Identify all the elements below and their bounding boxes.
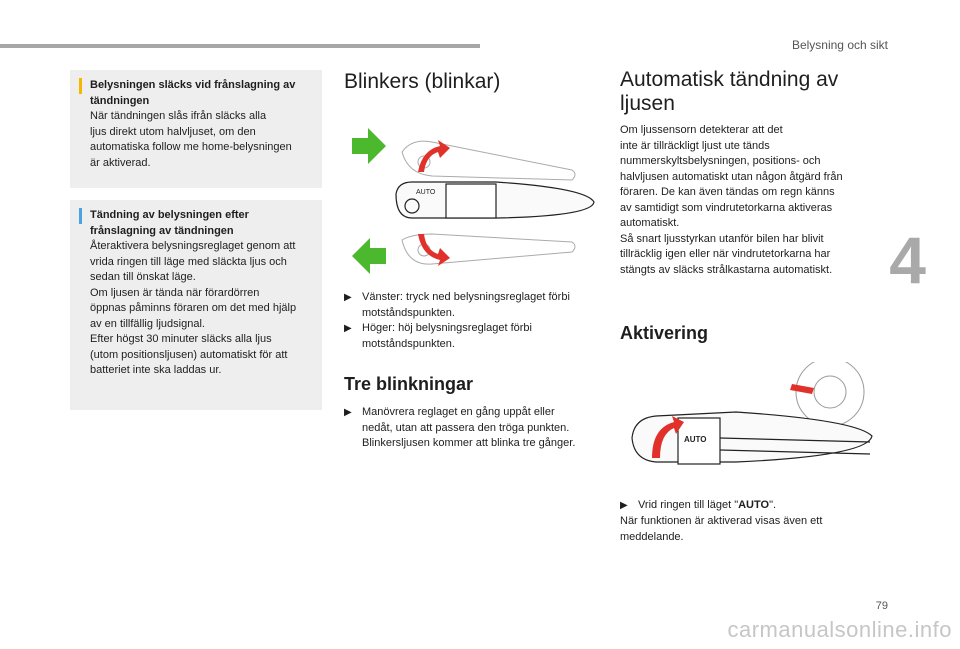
- info-box-relighting: [70, 200, 322, 410]
- bullet-tre-blinkningar: ▶ Manövrera reglaget en gång uppåt eller nedåt, utan att passera den tröga punkten. Blinkersljusen kommer att blinka tre gånger.: [344, 406, 576, 449]
- page-number: 79: [875, 600, 888, 612]
- stalk-auto-label: AUTO: [416, 189, 436, 196]
- pointer-red-icon: [790, 384, 814, 394]
- chapter-number: 4: [889, 223, 926, 297]
- stalk-auto: [632, 412, 872, 464]
- bullet-aktivering: ▶ Vrid ringen till läget "AUTO".: [620, 498, 880, 514]
- bullet-right: ▶ Höger: höj belysningsreglaget förbi motståndspunkten.: [344, 322, 532, 350]
- auto-stalk-illustration: [620, 362, 880, 492]
- bullet-arrow-icon: ▶: [344, 292, 352, 303]
- info-box-body: Återaktivera belysningsreglaget genom att vrida ringen till läge med släckta ljus och sedan till önskat läge. Om ljusen är tända när förardörren öppnas påminns föraren om det med hjälp av en tillfällig ljudsignal. Efter högst 30 minuter släcks alla ljus (utom positionsljusen) automatiskt för att batteriet inte ska laddas ur.: [90, 240, 297, 376]
- stalk-main: [396, 182, 594, 218]
- aktivering-body: När funktionen är aktiverad visas även ett meddelande.: [620, 515, 823, 543]
- tre-blinkningar-heading: Tre blinkningar: [344, 374, 474, 394]
- watermark: carmanualsonline.info: [727, 617, 952, 642]
- blinkers-heading: Blinkers (blinkar): [344, 70, 501, 93]
- arrow-right-green-icon: [352, 128, 386, 164]
- bullet-arrow-icon: ▶: [344, 407, 352, 418]
- stalk-auto-label: AUTO: [684, 435, 707, 444]
- info-box-switch-off: [70, 70, 322, 188]
- stalk-upper: [402, 141, 575, 180]
- aktivering-heading: Aktivering: [620, 323, 709, 343]
- automatisk-body: Om ljussensorn detekterar att det inte är tillräckligt ljust ute tänds nummerskyltsbelysningen, positions- och halvljusen automatiskt utan någon åtgärd från föraren. De kan även tändas om regn känns av samtidigt som vindrutetorkarna aktiveras automatiskt. Så snart ljusstyrkan utanför bilen har blivit tillräcklig igen eller när vindrutetorkarna har stängts av släcks strålkastarna automatiskt.: [620, 124, 843, 276]
- header-rule: [0, 44, 480, 48]
- blinker-stalk-illustration: [346, 122, 596, 284]
- automatisk-heading: Automatisk tändning av ljusen: [620, 68, 839, 115]
- info-box-body: När tändningen slås ifrån släcks alla ljus direkt utom halvljuset, om den automatiska follow me home-belysningen är aktiverad.: [90, 110, 292, 169]
- bullet-left: ▶ Vänster: tryck ned belysningsreglaget förbi motståndspunkten.: [344, 291, 570, 319]
- bullet-arrow-icon: ▶: [620, 500, 628, 511]
- bullet-arrow-icon: ▶: [344, 323, 352, 334]
- section-title: Belysning och sikt: [791, 38, 888, 52]
- info-box-title: Tändning av belysningen efter frånslagning av tändningen: [90, 209, 249, 237]
- steering-wheel: [796, 362, 864, 426]
- info-marker: [79, 78, 82, 94]
- info-box-title: Belysningen släcks vid frånslagning av tändningen: [90, 79, 296, 107]
- info-marker: [79, 208, 82, 224]
- rotate-arrow-red-icon: [418, 234, 450, 266]
- arrow-left-green-icon: [352, 238, 386, 274]
